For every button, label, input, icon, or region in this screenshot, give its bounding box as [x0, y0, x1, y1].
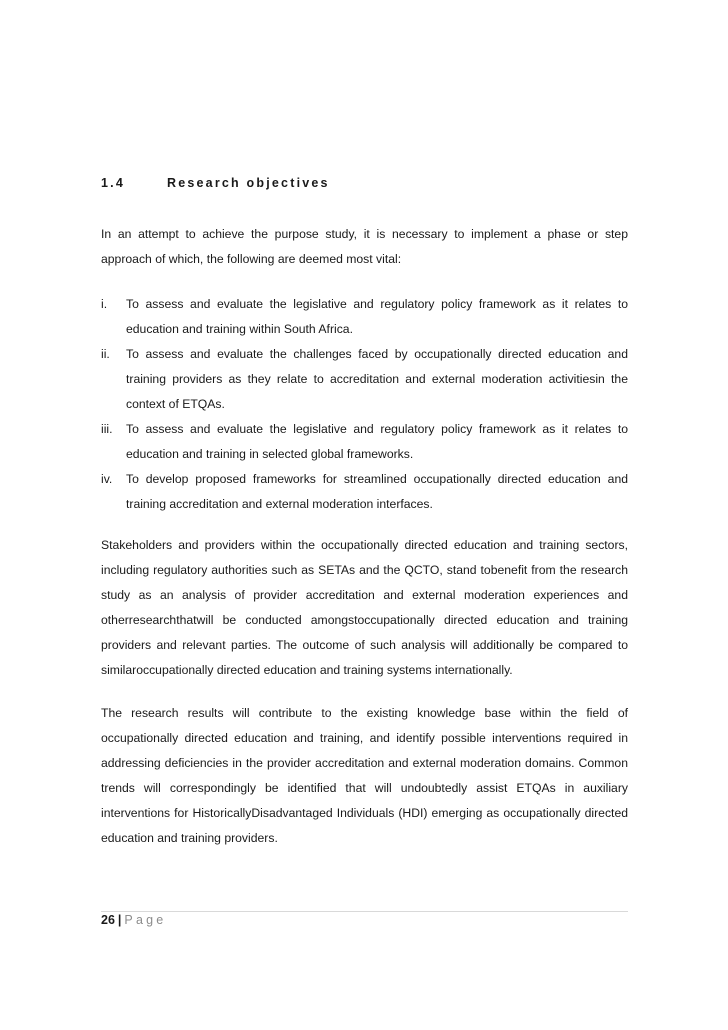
- page-number: 26: [101, 913, 115, 927]
- objective-text: To assess and evaluate the legislative and regulatory policy framework as it relates to education and training within South Africa.: [126, 297, 628, 336]
- intro-paragraph: In an attempt to achieve the purpose study, it is necessary to implement a phase or step approach of which, the following are deemed most vital:: [101, 227, 628, 266]
- objective-text: To develop proposed frameworks for streamlined occupationally directed education and training accreditation and external moderation interfaces.: [126, 472, 628, 511]
- objective-item: [101, 417, 628, 467]
- objective-marker: iv.: [101, 472, 113, 486]
- objective-item: [101, 342, 628, 417]
- stakeholders-paragraph: Stakeholders and providers within the occupationally directed education and training sectors, including regulatory authorities such as SETAs and the QCTO, stand tobenefit from the research study as an analysis of provider accreditation and external moderation experiences and otherresearchthatwill be conducted amongstoccupationally directed education and training providers and relevant parties. The outcome of such analysis will additionally be compared to similaroccupationally directed education and training systems internationally.: [101, 538, 628, 677]
- objective-item: [101, 467, 628, 517]
- page-footer: [101, 913, 166, 927]
- section-heading: [101, 176, 330, 190]
- objective-marker: iii.: [101, 422, 113, 436]
- page-label: Page: [124, 913, 167, 927]
- footer-separator: |: [117, 913, 122, 927]
- objective-text: To assess and evaluate the legislative and regulatory policy framework as it relates to education and training in selected global frameworks.: [126, 422, 628, 461]
- objective-marker: ii.: [101, 347, 110, 361]
- objective-text: To assess and evaluate the challenges faced by occupationally directed education and training providers as they relate to accreditation and external moderation activitiesin the context of ETQAs.: [126, 347, 628, 411]
- objectives-list: [101, 292, 628, 517]
- objective-marker: i.: [101, 297, 108, 311]
- results-paragraph: The research results will contribute to the existing knowledge base within the field of occupationally directed education and training, and identify possible interventions required in addressing deficiencies in the provider accreditation and external moderation domains. Common trends will correspondingly be identified that will undoubtedly assist ETQAs in auxiliary interventions for HistoricallyDisadvantaged Individuals (HDI) emerging as occupationally directed education and training providers.: [101, 706, 628, 845]
- footer-divider: [101, 911, 628, 912]
- section-title: Research objectives: [167, 176, 330, 190]
- section-number: 1.4: [101, 176, 125, 190]
- objective-item: [101, 292, 628, 342]
